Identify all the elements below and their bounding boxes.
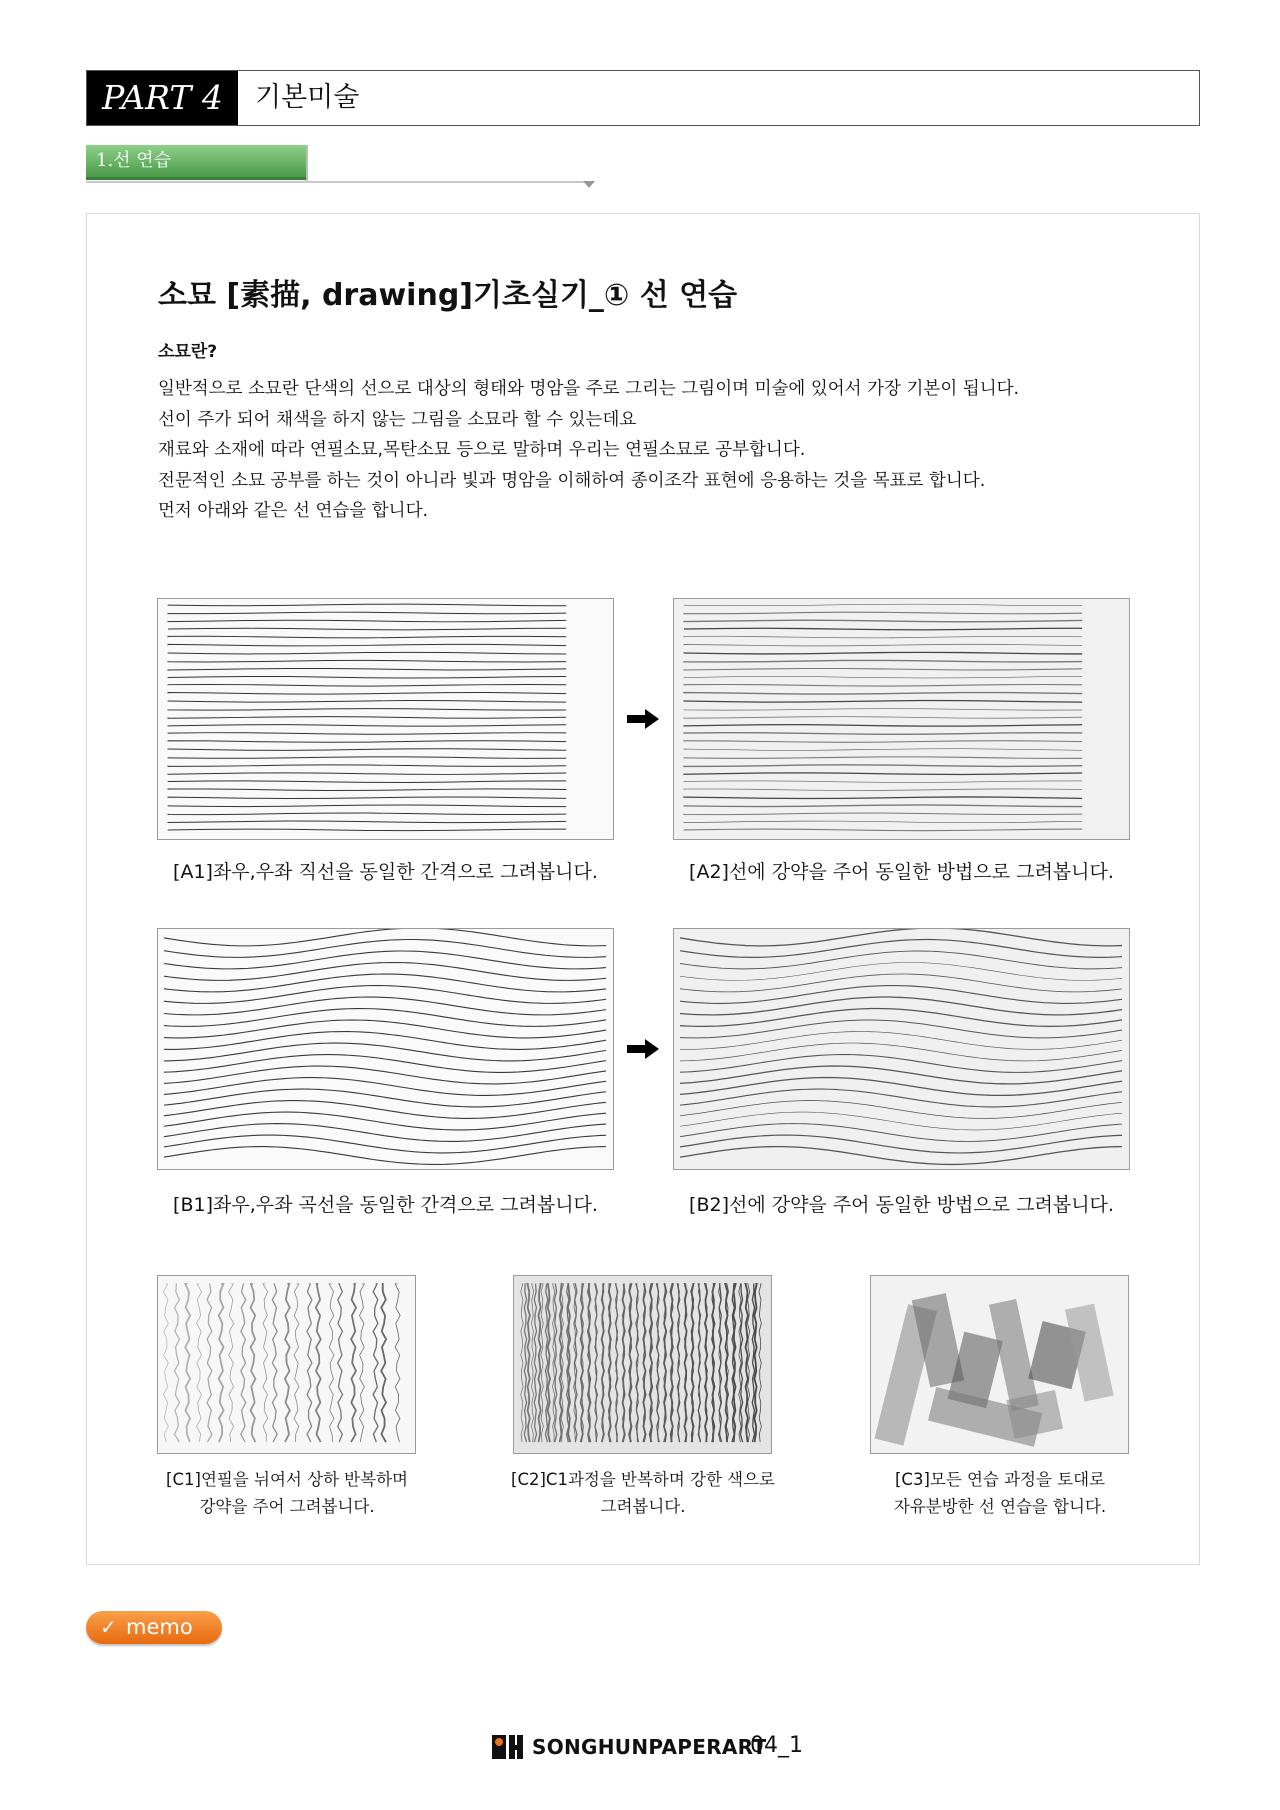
pencil-stroke — [759, 1284, 761, 1442]
pencil-stroke — [263, 1284, 268, 1442]
checkmark-icon: ✓ — [100, 1615, 117, 1639]
pencil-stroke — [285, 1284, 290, 1442]
pencil-stroke — [733, 1284, 735, 1442]
pencil-stroke — [219, 1284, 224, 1442]
header-title: 기본미술 — [255, 82, 360, 113]
pencil-stroke — [521, 1284, 523, 1442]
pencil-stroke — [395, 1284, 400, 1442]
section-tab-divider — [306, 145, 308, 181]
pencil-stroke — [575, 1284, 577, 1442]
paragraph-line: 전문적인 소묘 공부를 하는 것이 아니라 빛과 명암을 이해하여 종이조각 표현에 응용하는 것을 목표로 합니다. — [158, 470, 986, 491]
brand-logo-icon — [492, 1733, 524, 1761]
pencil-stroke — [250, 1284, 255, 1442]
drawing-c1-vertical-strokes — [157, 1275, 416, 1454]
section-tab — [86, 145, 306, 180]
drawing-a1-straight-lines — [157, 598, 614, 840]
pencil-stroke — [185, 1284, 190, 1442]
caption-b2: [B2]선에 강약을 주어 동일한 방법으로 그려봅니다. — [689, 1194, 1114, 1216]
pencil-stroke — [197, 1284, 202, 1442]
drawing-b1-curved-lines — [157, 928, 614, 1170]
arrow-right-icon — [627, 709, 659, 729]
paragraph-line: 일반적으로 소묘란 단색의 선으로 대상의 형태와 명암을 주로 그리는 그림이며 미술에 있어서 가장 기본이 됩니다. — [158, 379, 1020, 399]
caption-c2-line2: 그려봅니다. — [600, 1497, 686, 1516]
pencil-stroke — [272, 1284, 277, 1442]
intro-paragraph — [158, 374, 1118, 527]
pencil-stroke — [531, 1284, 533, 1442]
page-number: 04_1 — [750, 1733, 803, 1758]
pencil-stroke — [207, 1284, 212, 1442]
pencil-stroke — [527, 1284, 529, 1442]
arrow-right-icon — [627, 1039, 659, 1059]
memo-button[interactable] — [86, 1611, 222, 1644]
caption-c1 — [137, 1466, 437, 1520]
section-tab-label: 1.선 연습 — [96, 150, 172, 171]
caption-a1: [A1]좌우,우좌 직선을 동일한 간격으로 그려봅니다. — [173, 861, 598, 883]
page-title: 소묘 [素描, drawing]기초실기_① 선 연습 — [158, 278, 738, 313]
part-label: PART 4 — [102, 78, 223, 117]
caption-c1-line2: 강약을 주어 그려봅니다. — [199, 1497, 375, 1516]
pencil-stroke — [329, 1284, 334, 1442]
pencil-stroke — [351, 1284, 356, 1442]
pencil-stroke — [316, 1284, 321, 1442]
caption-c2 — [493, 1466, 793, 1520]
memo-label: memo — [126, 1615, 193, 1639]
pencil-stroke — [538, 1284, 540, 1442]
pencil-stroke — [229, 1284, 234, 1442]
drawing-b2-curved-lines-strength — [673, 928, 1130, 1170]
drawing-a2-straight-lines-strength — [673, 598, 1130, 840]
pencil-stroke — [307, 1284, 312, 1442]
drawing-c3-free-strokes — [870, 1275, 1129, 1454]
caption-c1-line1: [C1]연필을 뉘여서 상하 반복하며 — [166, 1470, 408, 1489]
part-badge — [87, 71, 238, 125]
caption-a2: [A2]선에 강약을 주어 동일한 방법으로 그려봅니다. — [689, 861, 1114, 883]
pencil-stroke — [534, 1284, 536, 1442]
caption-b1: [B1]좌우,우좌 곡선을 동일한 간격으로 그려봅니다. — [173, 1194, 598, 1216]
caption-c3-line1: [C3]모든 연습 과정을 토대로 — [894, 1470, 1106, 1489]
caption-c3-line2: 자유분방한 선 연습을 합니다. — [893, 1497, 1107, 1516]
pencil-stroke — [381, 1284, 386, 1442]
pencil-stroke — [359, 1284, 364, 1442]
triangle-marker-icon — [583, 181, 595, 188]
pencil-stroke — [524, 1284, 526, 1442]
drawing-c2-dense-strokes — [513, 1275, 772, 1454]
section-rule — [86, 181, 594, 183]
pencil-stroke — [373, 1284, 378, 1442]
sub-heading: 소묘란? — [158, 342, 218, 362]
pencil-stroke — [174, 1284, 179, 1442]
paragraph-line: 재료와 소재에 따라 연필소묘,목탄소묘 등으로 말하며 우리는 연필소묘로 공부합니다. — [158, 440, 806, 460]
caption-c2-line1: [C2]C1과정을 반복하며 강한 색으로 — [511, 1470, 775, 1489]
caption-c3 — [850, 1466, 1150, 1520]
page-header — [86, 70, 1200, 126]
footer-brand: SONGHUNPAPERART — [532, 1735, 767, 1759]
pencil-stroke — [163, 1284, 168, 1442]
pencil-stroke — [241, 1284, 246, 1442]
paragraph-line: 먼저 아래와 같은 선 연습을 합니다. — [158, 501, 429, 521]
pencil-stroke — [338, 1284, 343, 1442]
pencil-stroke — [294, 1284, 299, 1442]
paragraph-line: 선이 주가 되어 채색을 하지 않는 그림을 소묘라 할 수 있는데요 — [158, 409, 637, 430]
